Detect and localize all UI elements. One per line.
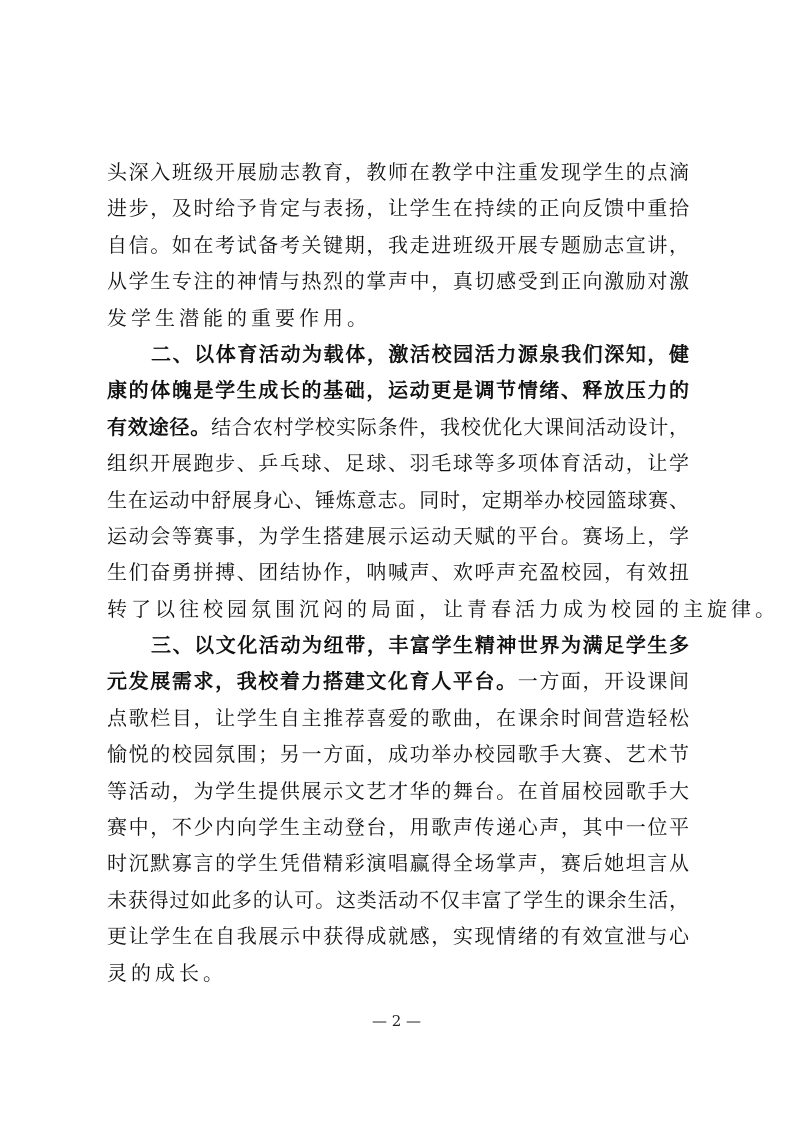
bold-heading-text: 三、以文化活动为纽带，丰富学生精神世界为满足学生多: [151, 633, 689, 658]
text-line: [107, 372, 689, 408]
body-text: 更让学生在自我展示中获得成就感，实现情绪的有效宣泄与心: [107, 924, 689, 949]
text-line: [107, 445, 689, 481]
body-text: 转了以往校园氛围沉闷的局面，让青春活力成为校园的主旋律。: [107, 596, 779, 621]
body-text: 时沉默寡言的学生凭借精彩演唱赢得全场掌声，赛后她坦言从: [107, 851, 689, 876]
bold-heading-text: 康的体魄是学生成长的基础，运动更是调节情绪、释放压力的: [107, 378, 689, 403]
text-line: [107, 482, 689, 518]
text-line: [107, 809, 689, 845]
body-text: 结合农村学校实际条件，我校优化大课间活动设计，: [211, 414, 690, 439]
body-text: 赛中，不少内向学生主动登台，用歌声传递心声，其中一位平: [107, 815, 689, 840]
body-text: 生在运动中舒展身心、锤炼意志。同时，定期举办校园篮球赛、: [107, 487, 689, 512]
body-text: 从学生专注的神情与热烈的掌声中，真切感受到正向激励对激: [107, 269, 689, 294]
body-text: 组织开展跑步、乒乓球、足球、羽毛球等多项体育活动，让学: [107, 451, 689, 476]
text-line: [107, 918, 689, 954]
page-number: — 2 —: [371, 1012, 422, 1030]
body-text: 灵的成长。: [107, 960, 227, 985]
paragraph: [107, 336, 779, 627]
text-line: [107, 227, 689, 263]
body-text: 一方面，开设课间: [517, 669, 690, 694]
body-text: 等活动，为学生提供展示文艺才华的舞台。在首届校园歌手大: [107, 778, 689, 803]
text-line: [107, 955, 689, 991]
body-text: 进步，及时给予肯定与表扬，让学生在持续的正向反馈中重拾: [107, 196, 689, 221]
body-text: 发学生潜能的重要作用。: [107, 305, 371, 330]
bold-heading-text: 有效途径。: [107, 414, 212, 439]
text-line: [107, 663, 689, 699]
body-text: 自信。如在考试备考关键期，我走进班级开展专题励志宣讲，: [107, 232, 689, 257]
text-line: [107, 300, 689, 336]
text-line: [107, 591, 779, 627]
text-line: [107, 518, 689, 554]
text-line: [107, 409, 689, 445]
body-text: 未获得过如此多的认可。这类活动不仅丰富了学生的课余生活，: [107, 887, 689, 912]
body-text: 头深入班级开展励志教育，教师在教学中注重发现学生的点滴: [107, 160, 689, 184]
text-line: [107, 190, 689, 226]
text-line: [107, 882, 689, 918]
bold-heading-text: 元发展需求，我校着力搭建文化育人平台。: [107, 669, 518, 694]
body-text: 点歌栏目，让学生自主推荐喜爱的歌曲，在课余时间营造轻松: [107, 705, 689, 730]
body-text: 生们奋勇拼搏、团结协作，呐喊声、欢呼声充盈校园，有效扭: [107, 560, 689, 585]
document-body: [107, 154, 779, 991]
bold-heading-text: 二、以体育活动为载体，激活校园活力源泉我们深知，健: [151, 341, 689, 366]
body-text: 愉悦的校园氛围；另一方面，成功举办校园歌手大赛、艺术节: [107, 742, 689, 767]
text-line: [107, 336, 689, 372]
text-line: [107, 627, 689, 663]
text-line: [107, 554, 689, 590]
text-line: [107, 736, 689, 772]
text-line: [107, 700, 689, 736]
body-text: 运动会等赛事，为学生搭建展示运动天赋的平台。赛场上，学: [107, 523, 689, 548]
text-line: [107, 773, 689, 809]
paragraph: [107, 154, 689, 336]
text-line: [107, 263, 689, 299]
text-line: [107, 154, 689, 190]
text-line: [107, 845, 689, 881]
paragraph: [107, 627, 689, 991]
